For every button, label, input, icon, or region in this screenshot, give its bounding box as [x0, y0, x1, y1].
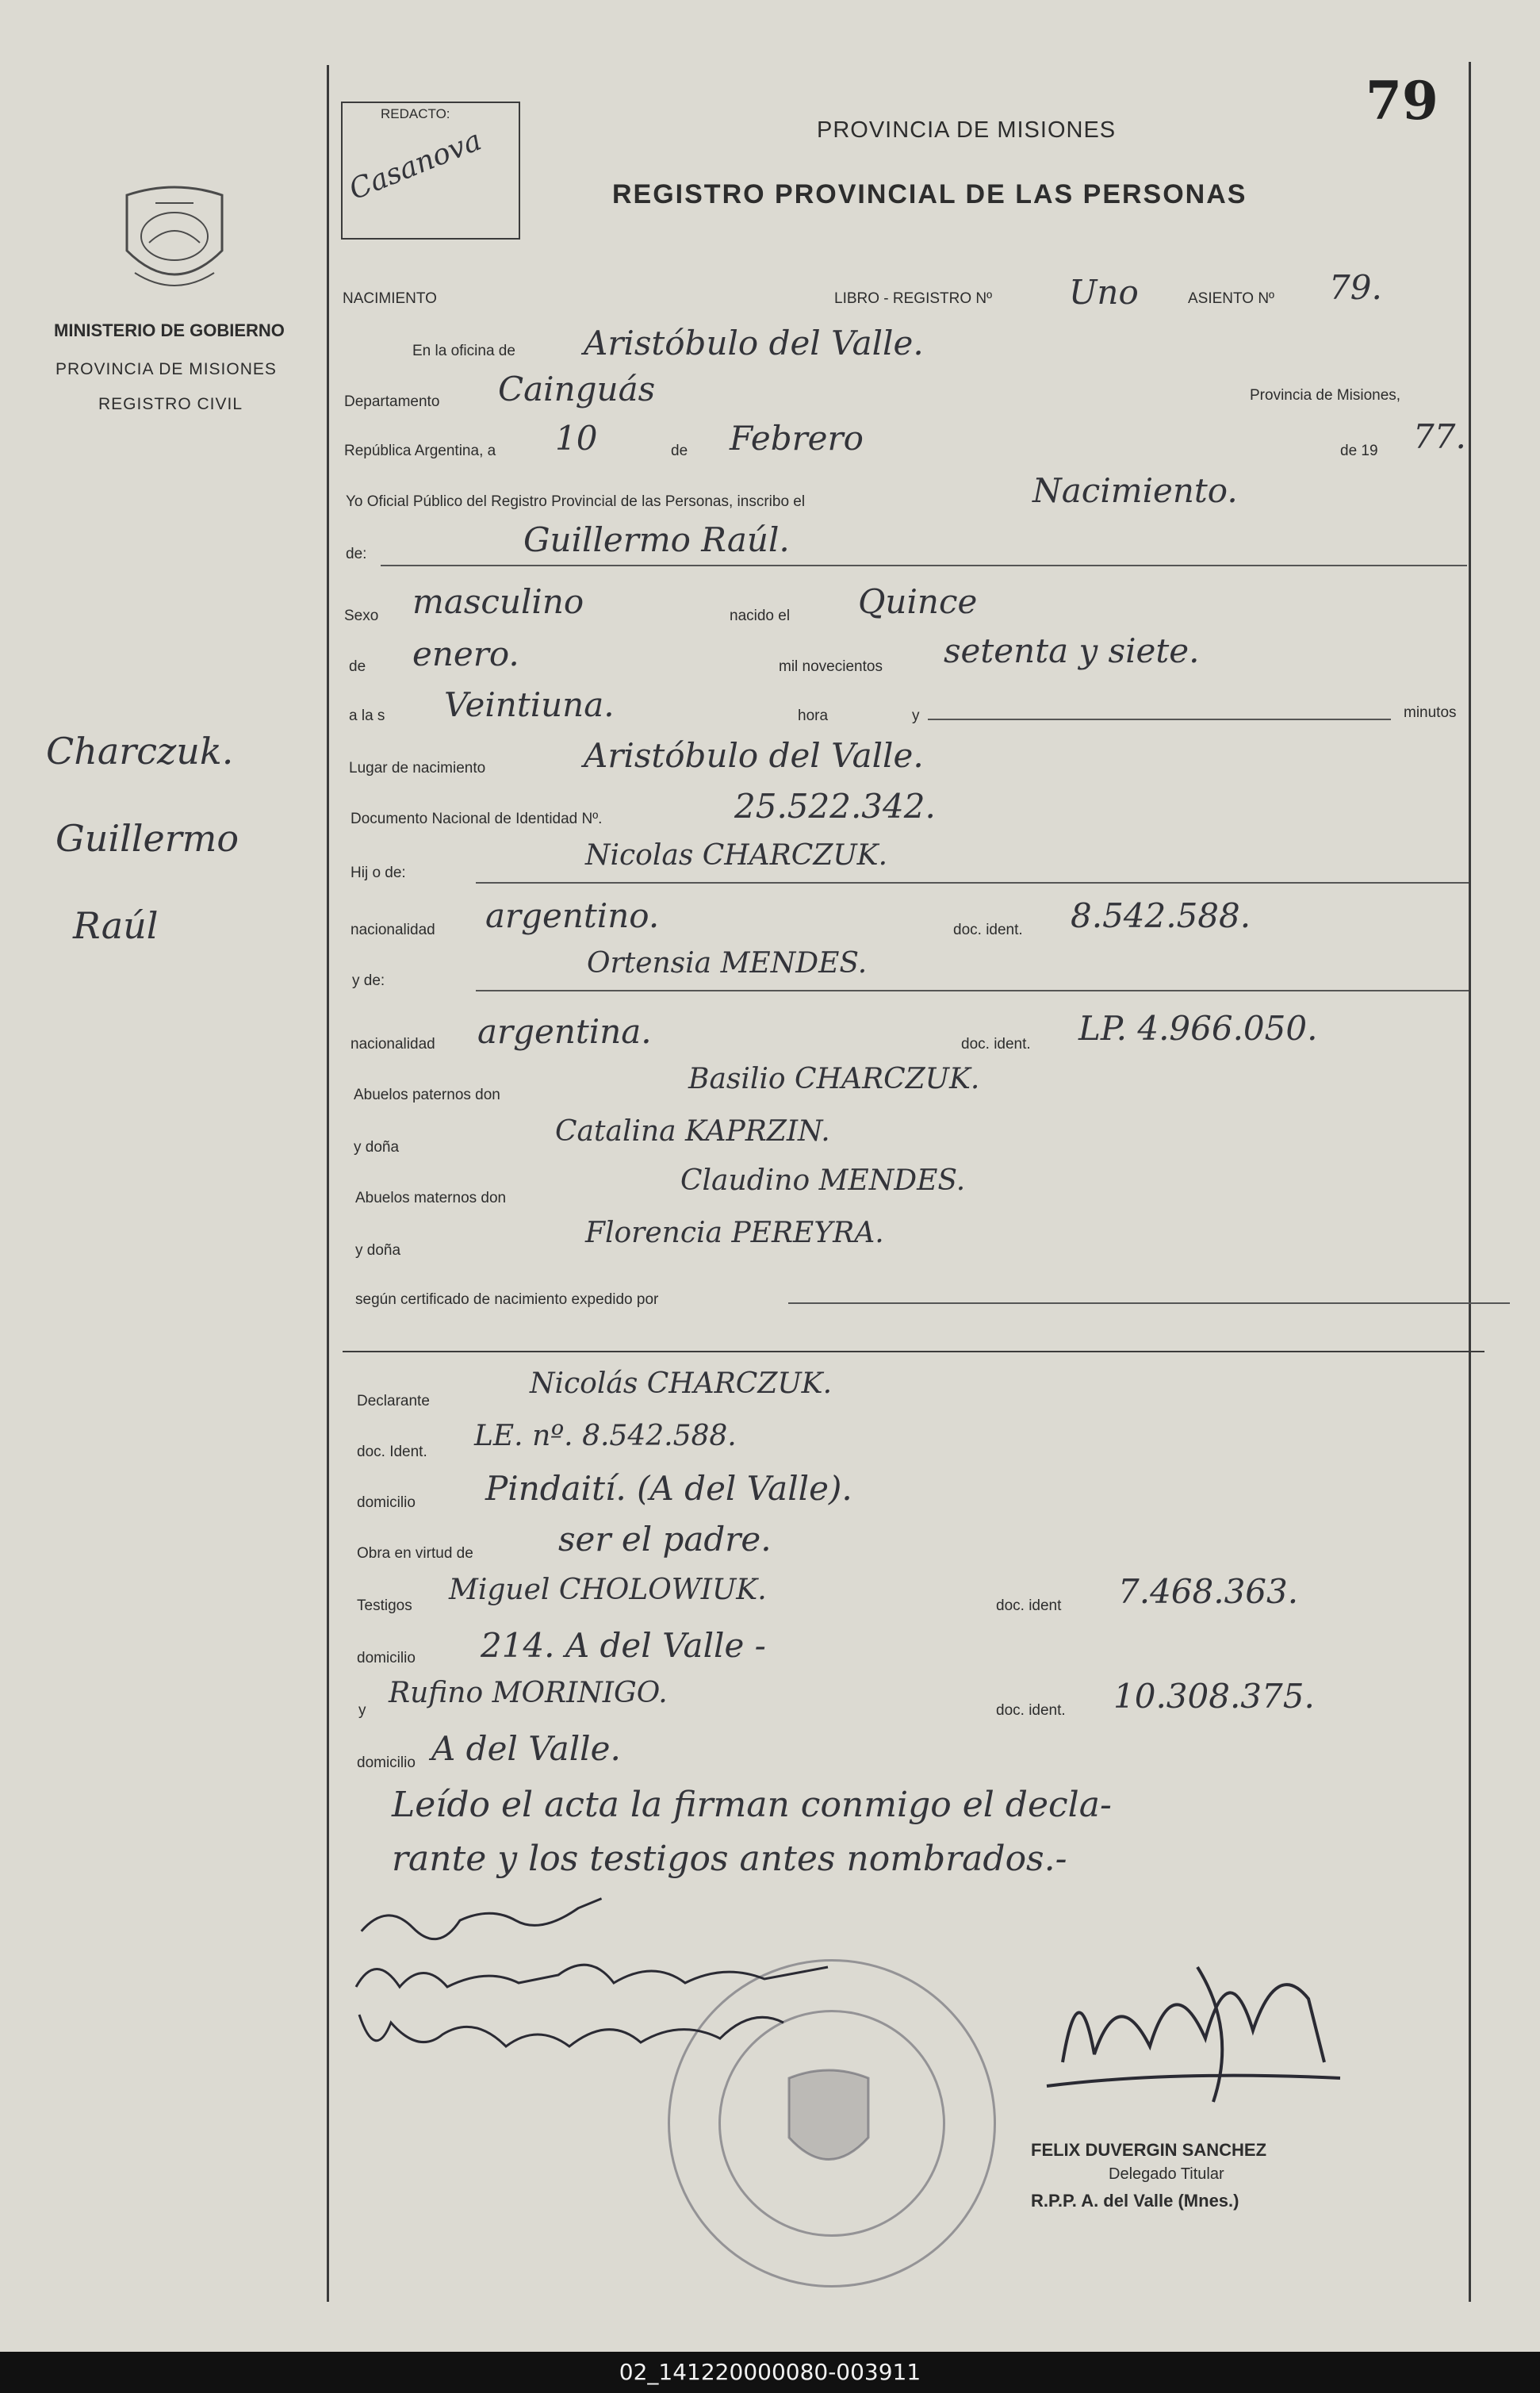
testigo2-doc-value: 10.308.375.	[1113, 1677, 1315, 1716]
dni-value: 25.522.342.	[734, 787, 936, 826]
de2-label: de:	[346, 546, 367, 562]
header-title: REGISTRO PROVINCIAL DE LAS PERSONAS	[612, 179, 1247, 209]
nac1-label: nacionalidad	[351, 922, 435, 938]
nacido-anio-value: setenta y siete.	[944, 631, 1200, 670]
minutos-label: minutos	[1404, 704, 1457, 721]
nacido-dia-value: Quince	[858, 582, 978, 621]
abuela-paterna-value: Catalina KAPRZIN.	[555, 1115, 830, 1148]
departamento-value: Cainguás	[498, 370, 656, 408]
oficina-value: Aristóbulo del Valle.	[584, 324, 924, 362]
y-label: y	[912, 708, 920, 724]
madre-underline	[476, 990, 1469, 991]
testigos-label: Testigos	[357, 1597, 412, 1614]
officer-role: Delegado Titular	[1109, 2165, 1224, 2183]
docid2-label: doc. ident.	[961, 1036, 1031, 1053]
margin-middlename: Raúl	[73, 904, 159, 947]
margin-firstname: Guillermo	[56, 817, 239, 860]
dia-value: 10	[555, 419, 598, 458]
domicilio2-value: 214. A del Valle -	[481, 1626, 766, 1665]
asiento-label: ASIENTO Nº	[1188, 290, 1274, 307]
alas-label: a la s	[349, 708, 385, 724]
section-divider	[343, 1351, 1484, 1352]
abuelos-paternos-label: Abuelos paternos don	[354, 1087, 500, 1103]
yde-label: y de:	[352, 972, 385, 989]
decl-docid-label: doc. Ident.	[357, 1444, 427, 1460]
record-type-label: NACIMIENTO	[343, 290, 437, 307]
nac2-label: nacionalidad	[351, 1036, 435, 1053]
mes-value: Febrero	[730, 419, 864, 458]
asiento-value: 79.	[1329, 268, 1382, 307]
testigo1-doc-label: doc. ident	[996, 1597, 1062, 1614]
left-frame-line	[327, 65, 329, 2302]
testigo1-doc-value: 7.468.363.	[1118, 1572, 1299, 1611]
abuelo-materno-value: Claudino MENDES.	[680, 1164, 966, 1197]
mil-label: mil novecientos	[779, 658, 883, 675]
oficina-label: En la oficina de	[412, 343, 515, 359]
anio-value: 77.	[1413, 417, 1466, 456]
sexo-value: masculino	[412, 582, 584, 621]
dni-label: Documento Nacional de Identidad Nº.	[351, 811, 603, 827]
hijo-label: Hij o de:	[351, 865, 406, 881]
header-province: PROVINCIA DE MISIONES	[817, 117, 1117, 143]
certificado-label: según certificado de nacimiento expedido por	[355, 1291, 659, 1308]
nacido-mes-value: enero.	[412, 635, 519, 673]
closing-line-2: rante y los testigos antes nombrados.-	[392, 1839, 1067, 1879]
madre-value: Ortensia MENDES.	[587, 947, 868, 980]
ministry-province: PROVINCIA DE MISIONES	[56, 360, 277, 378]
page-number: 79	[1366, 70, 1438, 132]
domicilio3-value: A del Valle.	[431, 1729, 621, 1768]
padre-underline	[476, 882, 1469, 884]
decl-docid-value: LE. nº. 8.542.588.	[474, 1420, 737, 1452]
nac1-value: argentino.	[485, 896, 660, 935]
margin-surname: Charczuk.	[46, 730, 234, 773]
departamento-label: Departamento	[344, 393, 440, 410]
nacido-label: nacido el	[730, 608, 791, 624]
acto-value: Nacimiento.	[1032, 471, 1238, 510]
obra-label: Obra en virtud de	[357, 1545, 473, 1562]
docid1-label: doc. ident.	[953, 922, 1023, 938]
lugar-label: Lugar de nacimiento	[349, 760, 486, 777]
abuela-materna-value: Florencia PEREYRA.	[585, 1217, 884, 1249]
abuelos-maternos-label: Abuelos maternos don	[355, 1190, 507, 1206]
officer-office: R.P.P. A. del Valle (Mnes.)	[1031, 2191, 1239, 2211]
testigo1-value: Miguel CHOLOWIUK.	[449, 1574, 767, 1606]
declarante-label: Declarante	[357, 1393, 430, 1409]
docid1-value: 8.542.588.	[1071, 896, 1251, 935]
officer-name: FELIX DUVERGIN SANCHEZ	[1031, 2140, 1267, 2160]
republica-label: República Argentina, a	[344, 443, 496, 459]
closing-line-1: Leído el acta la firman conmigo el decla-	[392, 1785, 1112, 1825]
y2-label: y	[358, 1702, 366, 1719]
signature-testigo-2	[355, 1999, 799, 2073]
domicilio3-label: domicilio	[357, 1754, 416, 1771]
redacto-value: Casanova	[344, 124, 486, 207]
nac2-value: argentina.	[477, 1012, 652, 1051]
nombre-underline	[381, 565, 1467, 566]
ydona2-label: y doña	[355, 1242, 401, 1259]
right-frame-line	[1469, 62, 1471, 2302]
signature-officer	[1015, 1935, 1348, 2121]
redacto-label: REDACTO:	[381, 106, 450, 121]
declarante-value: Nicolás CHARCZUK.	[530, 1367, 833, 1400]
de3-label: de	[349, 658, 366, 675]
testigo2-value: Rufino MORINIGO.	[389, 1677, 668, 1709]
nombre-value: Guillermo Raúl.	[523, 520, 790, 559]
ministry-name: MINISTERIO DE GOBIERNO	[54, 320, 285, 340]
sexo-label: Sexo	[344, 608, 379, 624]
testigo2-doc-label: doc. ident.	[996, 1702, 1066, 1719]
seal-emblem-icon	[777, 2062, 880, 2181]
lugar-value: Aristóbulo del Valle.	[584, 736, 924, 775]
docid2-value: LP. 4.966.050.	[1078, 1009, 1318, 1048]
hora-value: Veintiuna.	[444, 685, 615, 724]
provincia-label: Provincia de Misiones,	[1250, 387, 1401, 404]
minutos-line	[928, 719, 1391, 720]
domicilio2-label: domicilio	[357, 1650, 416, 1666]
anio-label: de 19	[1340, 443, 1378, 459]
footer-id: 02_141220000080-003911	[0, 2352, 1540, 2393]
libro-value: Uno	[1069, 273, 1139, 312]
certificado-line	[788, 1302, 1510, 1304]
decl-domicilio-value: Pindaití. (A del Valle).	[485, 1469, 852, 1508]
coat-of-arms-icon	[111, 179, 238, 298]
de-label: de	[671, 443, 688, 459]
obra-value: ser el padre.	[558, 1520, 772, 1559]
yo-oficial-label: Yo Oficial Público del Registro Provincial de las Personas, inscribo el	[346, 493, 806, 510]
abuelo-paterno-value: Basilio CHARCZUK.	[688, 1063, 980, 1095]
padre-value: Nicolas CHARCZUK.	[585, 839, 888, 872]
decl-domicilio-label: domicilio	[357, 1494, 416, 1511]
ydona1-label: y doña	[354, 1139, 400, 1156]
hora-label: hora	[798, 708, 829, 724]
ministry-registry: REGISTRO CIVIL	[98, 395, 243, 413]
libro-label: LIBRO - REGISTRO Nº	[834, 290, 993, 307]
